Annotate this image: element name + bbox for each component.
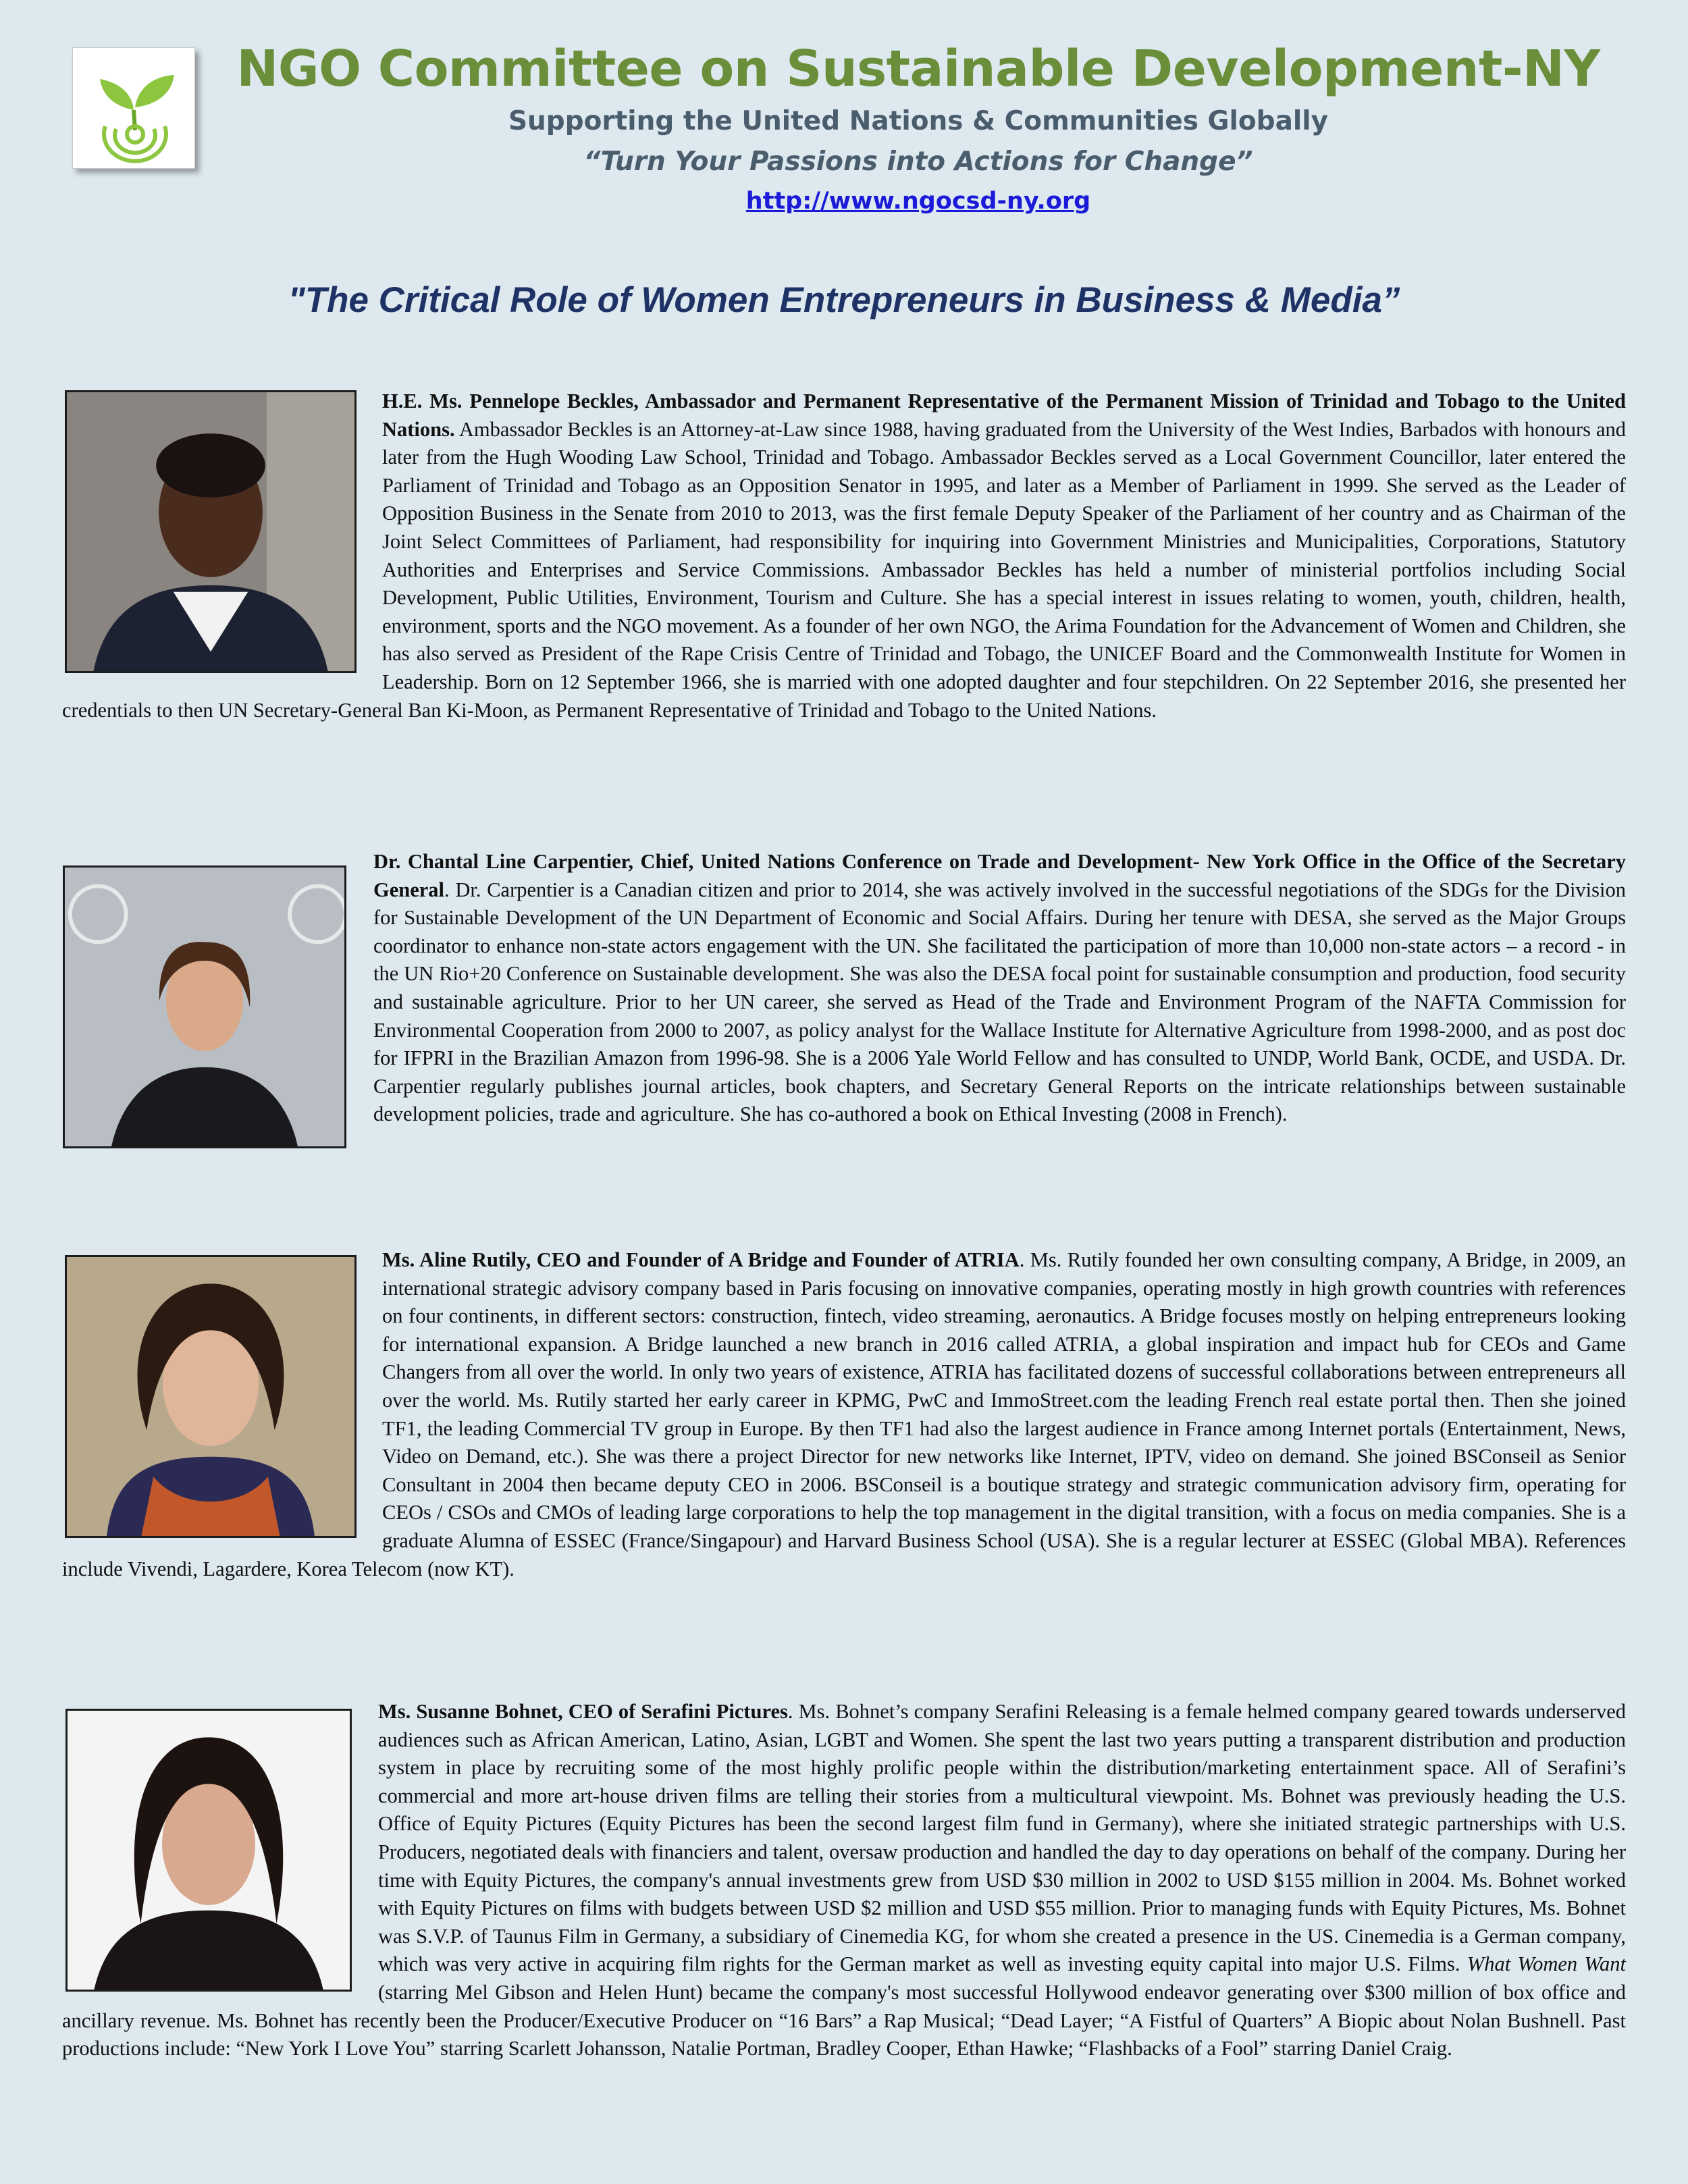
organization-title: NGO Committee on Sustainable Development-NY <box>236 40 1600 98</box>
speaker-bio <box>62 1246 1626 1583</box>
speaker-photo <box>65 1255 357 1538</box>
speaker-bio <box>62 388 1626 724</box>
speaker-name: Dr. Chantal Line Carpentier, Chief, United Nations Conference on Trade and Development- New York Office in the Office of the Secretary General <box>373 850 1626 901</box>
speaker-bio-text: . Ms. Rutily founded her own consulting company, A Bridge, in 2009, an international strategic advisory company based in Paris focusing on innovative companies, operating mostly in high growth countries with references on four continents, in different sectors: construction, fintech, video streaming, aeronautics. A Bridge focuses mostly on helping entrepreneurs looking for international expansion. A Bridge launched a new branch in 2016 called ATRIA, a global inspiration and impact hub for CEOs and Game Changers from all over the world. In only two years of existence, ATRIA has facilitated dozens of successful collaborations between entrepreneurs all over the world. Ms. Rutily started her early career in KPMG, PwC and ImmoStreet.com the leading French real estate portal then. Then she joined TF1, the leading Commercial TV group in Europe. By then TF1 had also the largest audience in France among Internet portals (Entertainment, News, Video on Demand, etc.). She was there a project Director for new networks like Internet, IPTV, video on demand. She joined BSConseil as Senior Consultant in 2004 then became deputy CEO in 2006. BSConseil is a boutique strategy and strategic communication advisory firm, operating for CEOs / CSOs and CMOs of leading large corporations to help the top management in the digital transition, with a focus on media companies. She is a graduate Alumna of ESSEC (France/Singapour) and Harvard Business School (USA). She is a regular lecturer at ESSEC (Global MBA). References include Vivendi, Lagardere, Korea Telecom (now KT). <box>62 1248 1626 1580</box>
organization-subtitle: Supporting the United Nations & Communities Globally <box>508 106 1329 136</box>
speaker-name: Ms. Aline Rutily, CEO and Founder of A Bridge and Founder of ATRIA <box>382 1248 1020 1271</box>
speaker-name: Ms. Susanne Bohnet, CEO of Serafini Pictures <box>378 1700 788 1723</box>
film-title: What Women Want <box>1467 1952 1626 1976</box>
speaker-bio-text: (starring Mel Gibson and Helen Hunt) became the company's most successful Hollywood endeavor generating over $300 million of box office and ancillary revenue. Ms. Bohnet has recently been the Producer/Executive Producer on “16 Bars” a Rap Musical; “Dead Layer; “A Fistful of Quarters” A Biopic about Nolan Bushnell. Past productions include: “New York I Love You” starring Scarlett Johansson, Natalie Portman, Bradley Cooper, Ethan Hawke; “Flashbacks of a Fool” starring Daniel Craig. <box>62 1980 1626 2060</box>
speaker-bio <box>62 848 1626 1151</box>
organization-logo <box>72 47 195 169</box>
speaker-bio-text: . Dr. Carpentier is a Canadian citizen and prior to 2014, she was actively involved in the successful negotiations of the SDGs for the Division for Sustainable Development of the UN Department of Economic and Social Affairs. During her tenure with DESA, she served as the Major Groups coordinator to enhance non-state actors engagement with the UN. She facilitated the participation of more than 10,000 non-state actors – a record - in the UN Rio+20 Conference on Sustainable development. She was also the DESA focal point for sustainable consumption and production, food security and sustainable agriculture. Prior to her UN career, she served as Head of the Trade and Environment Program of the NAFTA Commission for Environmental Cooperation from 2000 to 2007, as policy analyst for the Wallace Institute for Alternative Agriculture from 1998-2000, and as post doc for IFPRI in the Brazilian Amazon from 1996-98. She is a 2006 Yale World Fellow and has consulted to UNDP, World Bank, OCDE, and USDA. Dr. Carpentier regularly publishes journal articles, book chapters, and Secretary General Reports on the intricate relationships between sustainable development policies, trade and agriculture. She has co-authored a book on Ethical Investing (2008 in French). <box>373 878 1626 1126</box>
sprout-logo-icon <box>73 48 194 168</box>
speaker-photo <box>65 1709 352 1992</box>
speaker-bio <box>62 1698 1626 2063</box>
speaker-bio-text: Ambassador Beckles is an Attorney-at-Law since 1988, having graduated from the University of the West Indies, Barbados with honours and later from the Hugh Wooding Law School, Trinidad and Tobago. Ambassador Beckles served as a Local Government Councillor, later entered the Parliament of Trinidad and Tobago as an Opposition Senator in 1995, and later as a Member of Parliament in 1999. She served as the Leader of Opposition Business in the Senate from 2010 to 2013, was the first female Deputy Speaker of the Parliament of her country and as Chairman of the Joint Select Committees of Parliament, had responsibility for inquiring into Government Ministries and Municipalities, Corporations, Statutory Authorities and Enterprises and Service Commissions. Ambassador Beckles has held a number of ministerial portfolios including Social Development, Public Utilities, Environment, Tourism and Culture. She has a special interest in issues relating to women, youth, children, health, environment, sports and the NGO movement. As a founder of her own NGO, the Arima Foundation for the Advancement of Women and Children, she has also served as President of the Rape Crisis Centre of Trinidad and Tobago, the UNICEF Board and the Commonwealth Institute for Women in Leadership. Born on 12 September 1966, she is married with one adopted daughter and four stepchildren. On 22 September 2016, she presented her credentials to then UN Secretary-General Ban Ki-Moon, as Permanent Representative of Trinidad and Tobago to the United Nations. <box>62 417 1626 722</box>
website-link[interactable]: http://www.ngocsd-ny.org <box>745 188 1091 215</box>
speaker-bio-text: . Ms. Bohnet’s company Serafini Releasing is a female helmed company geared towards underserved audiences such as African American, Latino, Asian, LGBT and Women. She spent the last two years putting a transparent distribution and production system in place by recruiting some of the most highly prolific people within the distribution/marketing entertainment space. All of Serafini’s commercial and more art-house driven films are telling their stories from a multicultural viewpoint. Ms. Bohnet was previously heading the U.S. Office of Equity Pictures (Equity Pictures has been the second largest film fund in Germany), where she initiated strategic partnerships with U.S. Producers, negotiated deals with financiers and talent, oversaw production and handled the day to day operations on behalf of the company. During her time with Equity Pictures, the company's annual investments grew from USD $30 million in 2002 to USD $155 million in 2004. Ms. Bohnet worked with Equity Pictures on films with budgets between USD $2 million and USD $55 million. Prior to managing funds with Equity Pictures, Ms. Bohnet was S.V.P. of Taunus Film in Germany, a subsidiary of Cinemedia KG, for whom she created a presence in the US. Cinemedia is a German company, which was very active in acquiring film rights for the German market as well as investing equity capital into major U.S. Films. <box>378 1700 1626 1976</box>
speaker-photo <box>65 390 357 673</box>
event-title: "The Critical Role of Women Entrepreneurs in Business & Media” <box>288 280 1400 320</box>
speaker-photo <box>63 865 346 1148</box>
speaker-name: H.E. Ms. Pennelope Beckles, Ambassador and Permanent Representative of the Permanent Mission of Trinidad and Tobago to the United Nations. <box>382 390 1626 441</box>
organization-tagline: “Turn Your Passions into Actions for Change” <box>583 147 1253 177</box>
